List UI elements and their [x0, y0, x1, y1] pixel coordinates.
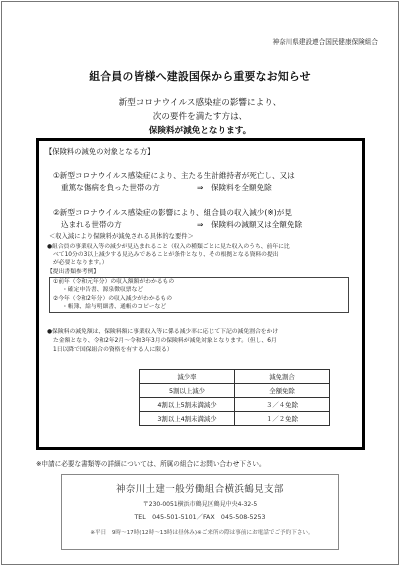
intro-line-2: 次の要件を満たす方は、 [152, 112, 248, 122]
table-row [140, 384, 330, 398]
item-1-line-2: 重篤な傷病を負った世帯の方 [61, 183, 160, 192]
document-2-detail: ・帳簿、給与明細書、通帳のコピーなど [62, 304, 167, 310]
document-1-detail: ・確定申告書、源泉徴収票など [62, 287, 144, 293]
requirements-heading: ＜収入減により保険料が減免される具体的な要件＞ [49, 233, 194, 240]
exemption-line-1: ●保険料の減免額は、保険料額に事業収入等に係る減少率に応じて下記の減免割合をかけ [47, 329, 279, 335]
table-cell: １／２免除 [235, 412, 330, 426]
documents-box [49, 277, 349, 313]
branch-phone-fax: TEL 045-501-5101／FAX 045-508-5253 [134, 514, 266, 521]
eligibility-heading: 【保険料の減免の対象となる方】 [45, 147, 155, 156]
condition-line-2: べて10分の3以上減少する見込みであることが条件となり、その根拠となる資料の提出 [53, 252, 279, 258]
contact-box [61, 474, 339, 550]
intro-text [2, 96, 398, 138]
intro-line-1: 新型コロナウイルス感染症の影響により、 [118, 98, 282, 108]
reduction-rate-table [139, 369, 330, 426]
eligibility-box [36, 138, 365, 450]
document-2-title: ②今年（令和2年分）の収入減少がわかるもの [53, 296, 173, 302]
table-row [140, 398, 330, 412]
application-note: ※申請に必要な書類等の詳細については、所属の組合にお問い合わせ下さい。 [36, 460, 266, 468]
notice-title: 組合員の皆様へ建設国保から重要なお知らせ [89, 70, 311, 83]
item-1-result: ⇒ 保険料を全額免除 [197, 183, 272, 192]
item-2-line-2: 込まれる世帯の方 [61, 220, 122, 229]
table-cell: 3割以上4割未満減少 [140, 412, 235, 426]
documents-heading: 【提出書類参考例】 [47, 269, 100, 275]
notice-page [1, 1, 399, 565]
header-exemption-ratio: 減免割合 [235, 370, 330, 384]
item-1-line-1: ①新型コロナウイルス感染症により、主たる生計維持者が死亡し、又は [53, 171, 295, 180]
exemption-line-2: た金額となり、令和2年2月〜令和3年3月の保険料が減免対象となります。（但し、6月 [53, 338, 277, 344]
office-hours: ※平日 9時〜17時(12時〜13時は昼休み)※ご来所の際は事前にお電話でご予約下さい。 [90, 530, 314, 536]
table-row [140, 412, 330, 426]
item-2-result: ⇒ 保険料の減額又は全額免除 [197, 220, 303, 229]
condition-line-3: が必要となります。） [53, 260, 108, 266]
header-reduction-rate: 減少率 [140, 370, 235, 384]
table-cell: 4割以上5割未満減少 [140, 398, 235, 412]
table-cell: 5割以上減少 [140, 384, 235, 398]
organization-name: 神奈川県建設連合国民健康保険組合 [272, 38, 378, 46]
branch-address: 〒230-0051横浜市鶴見区鶴見中央4-32-5 [142, 501, 258, 508]
table-cell: ３／４免除 [235, 398, 330, 412]
branch-name: 神奈川土建一般労働組合横浜鶴見支部 [116, 484, 284, 495]
item-2-line-1: ②新型コロナウイルス感染症の影響により、組合員の収入減少(※)が見 [53, 208, 292, 217]
table-cell: 全額免除 [235, 384, 330, 398]
condition-line-1: ●組合員の事業収入等の減少が見込まれること（収入の種類ごとに見た収入のうち、前年に比 [47, 244, 290, 250]
exemption-line-3: 1日以降で国保組合の資格を有する人に限る） [53, 347, 173, 353]
document-1-title: ①前年（令和元年分）の収入額額がわかるもの [53, 279, 175, 285]
intro-line-3: 保険料が減免となります。 [148, 126, 252, 136]
table-header-row [140, 370, 330, 384]
